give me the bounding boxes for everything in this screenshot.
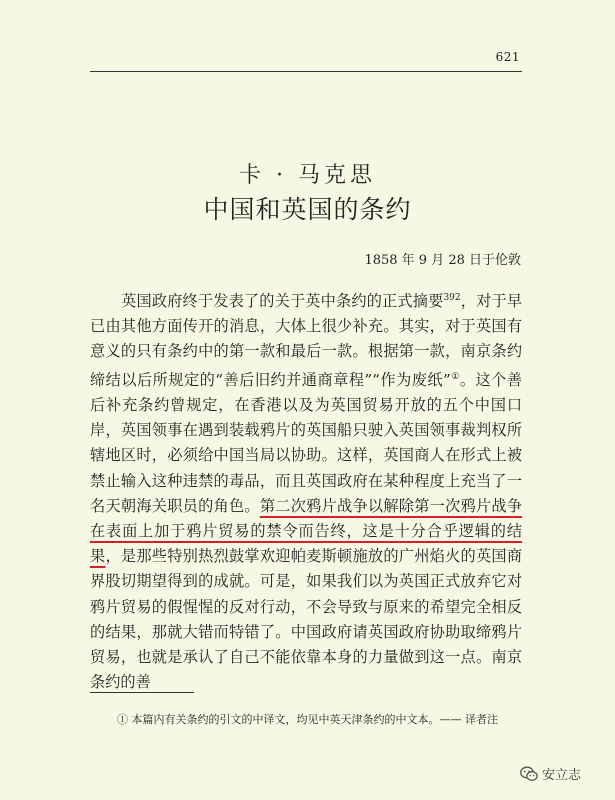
- header-rule: [90, 71, 522, 72]
- date-line: 1858 年 9 月 28 日于伦敦: [364, 253, 521, 268]
- body-segment: ，是那些特别热烈鼓掌欢迎帕麦斯顿施放的广州焰火的英国商界股切期望得到的成就。可是，如果我们以为英国正式放弃它对鸦片贸易的假惺惺的反对行动，不会导致与原来的希望完全相反的结果，那就大错而特错了。中国政府请英国政府协助取缔鸦片贸易，也就是承认了自己不能依靠本身的力量做到这一点。南京条约的善: [90, 547, 522, 692]
- footnote: ① 本篇内有关条约的引文的中译文，均见中英天津条约的中文本。—— 译者注: [117, 713, 498, 726]
- highlighted-sentence: 第二次鸦片战争以解除第一次鸦片战争在表面上加于鸦片贸易的禁令而告终，这是十分合乎逻辑的结果: [90, 496, 522, 566]
- page-title: 中国和英国的条约: [203, 195, 412, 224]
- body-segment: 。这个善后补充条约曾规定，在香港以及为英国贸易开放的五个中国口岸，英国领事在遇到装载鸦片的英国船只驶入英国领事裁判权所辖地区时，必须给中国当局以协助。这样，英国商人在形式上被禁止输入这种违禁的毒品，而且英国政府在某种程度上充当了一名天朝海关职员的角色。: [90, 370, 523, 515]
- footnote-marker: ①: [450, 371, 460, 382]
- watermark-label: 安立志: [542, 768, 582, 783]
- body-paragraph: [90, 286, 522, 695]
- footnote-rule: [90, 692, 194, 693]
- wechat-icon: [520, 766, 538, 782]
- body-segment: 英国政府终于发表了的关于英中条约的正式摘要: [121, 292, 444, 311]
- body-segment: ，对于早已由其他方面传开的消息，大体上很少补充。其实，对于英国有意义的只有条约中的第一款和最后一款。根据第一款，南京条约缔结以后所规定的“善后旧约并通商章程”“作为废纸”: [90, 292, 523, 389]
- reference-superscript: 392: [443, 293, 461, 303]
- page-number: 621: [495, 50, 520, 64]
- author-name: 卡 · 马克思: [239, 163, 376, 188]
- watermark: [520, 764, 581, 783]
